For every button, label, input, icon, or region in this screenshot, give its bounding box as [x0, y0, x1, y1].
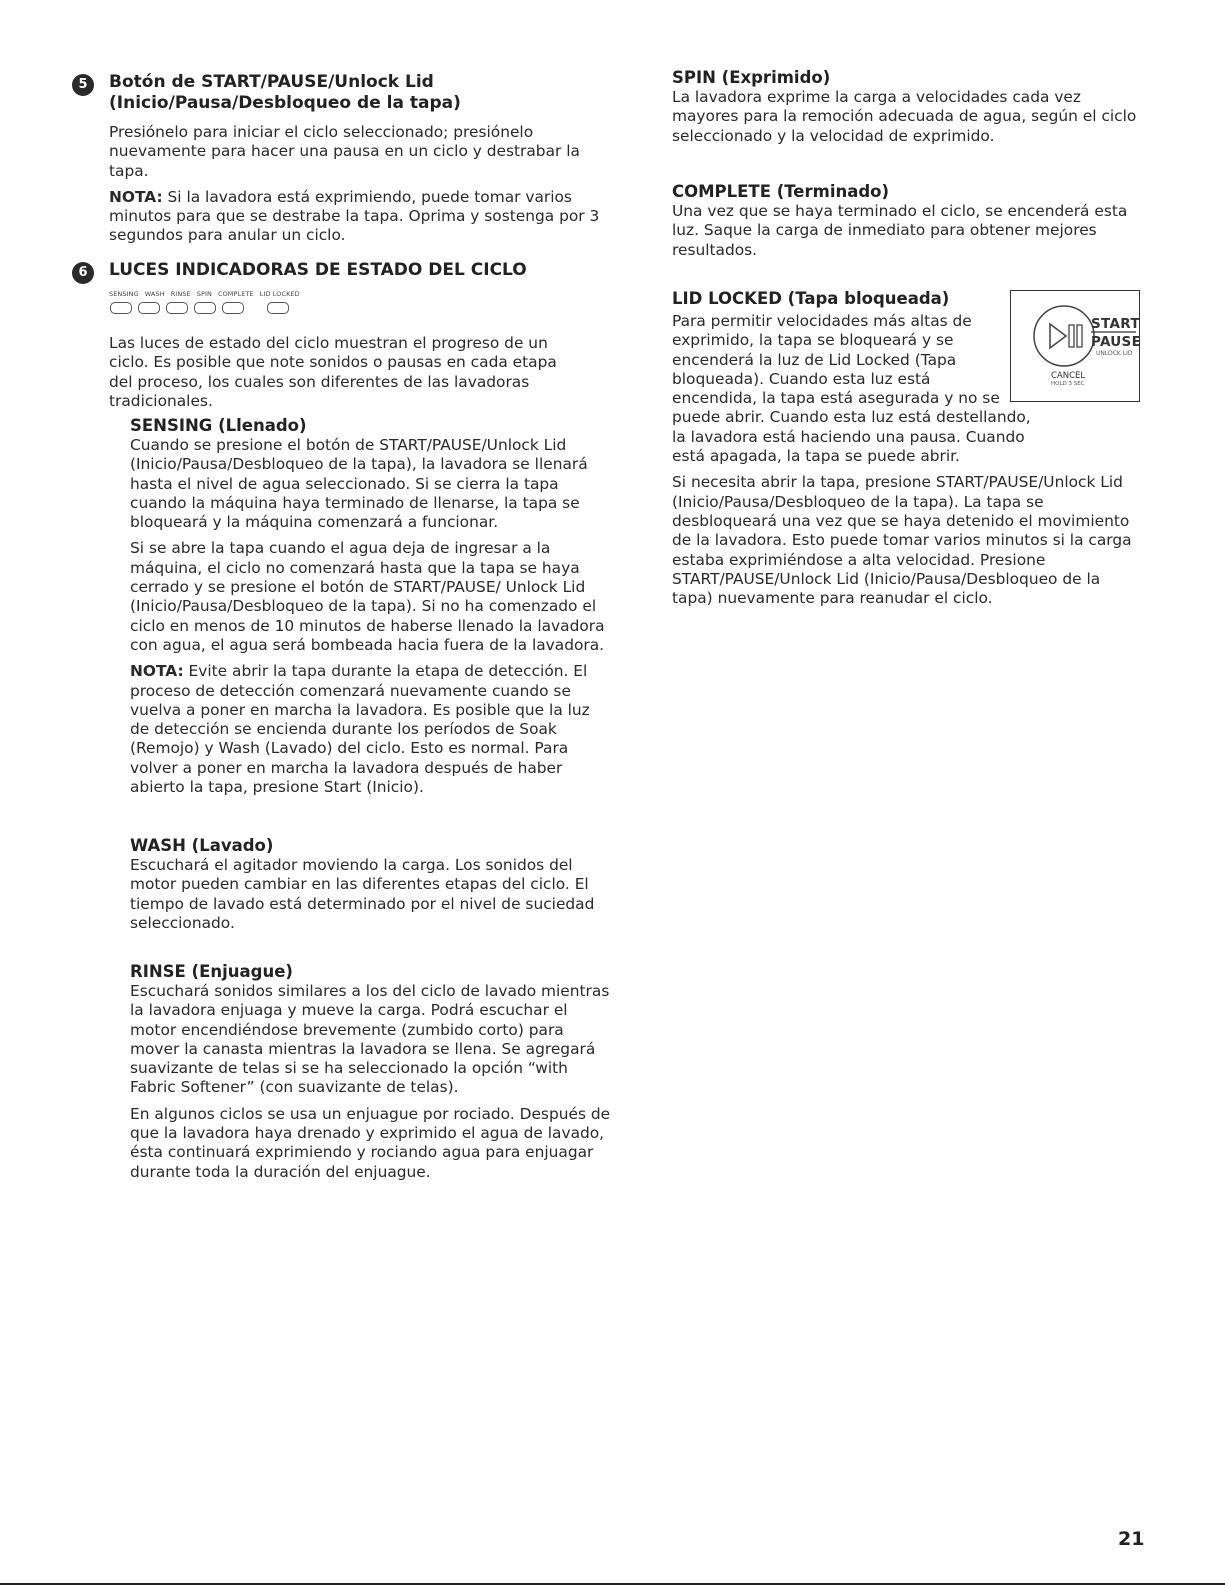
status-light-labels: [109, 290, 306, 298]
lid-locked-paragraph-2: Si necesita abrir la tapa, presione START/PAUSE/Unlock Lid (Inicio/Pausa/Desbloqueo de la tapa). La tapa se desbloqueará una vez que se haya detenido el movimiento de la lavadora. Esto puede tomar varios minutos si la carga estaba exprimiéndose a alta velocidad. Presione START/PAUSE/Unlock Lid (Inicio/Pausa/Desbloqueo de la tapa) nuevamente para reanudar el ciclo.: [672, 473, 1132, 608]
cancel-label: CANCEL: [1051, 371, 1086, 381]
rinse-section: [130, 962, 612, 1182]
section-5-title-line1: Botón de START/PAUSE/Unlock Lid: [109, 72, 434, 92]
sensing-paragraph-1: Cuando se presione el botón de START/PAUSE/Unlock Lid (Inicio/Pausa/Desbloqueo de la tapa), la lavadora se llenará hasta el nivel de agua seleccionado. Si se cierra la tapa cuando la máquina haya terminado de llenarse, la tapa se bloqueará y la máquina comenzará a funcionar.: [130, 436, 588, 532]
lid-locked-title: LID LOCKED (Tapa bloqueada): [672, 289, 950, 308]
lid-locked-line: está apagada, la tapa se puede abrir.: [672, 447, 960, 466]
complete-title: COMPLETE (Terminado): [672, 182, 890, 201]
lid-locked-line: la lavadora está haciendo una pausa. Cuando: [672, 427, 1025, 446]
complete-section: [672, 182, 1142, 260]
sensing-light: [110, 302, 132, 314]
page-number: 21: [1118, 1528, 1145, 1550]
lid-locked-line: encenderá la luz de Lid Locked (Tapa: [672, 350, 957, 369]
pause-label: PAUSE: [1091, 334, 1142, 350]
sensing-note: [130, 662, 612, 797]
spin-title: SPIN (Exprimido): [672, 68, 831, 87]
spin-paragraph: La lavadora exprime la carga a velocidades cada vez mayores para la remoción adecuada de agua, según el ciclo seleccionado y la velocidad de exprimido.: [672, 88, 1137, 145]
note-text: Si la lavadora está exprimiendo, puede tomar varios minutos para que se destrabe la tapa. Oprima y sostenga por 3 segundos para anular un ciclo.: [109, 187, 600, 245]
rinse-light: [166, 302, 188, 314]
light-label-spin: SPIN: [196, 290, 212, 298]
rinse-title: RINSE (Enjuague): [130, 962, 293, 981]
sensing-section: [130, 416, 612, 797]
section-5-note: [109, 188, 604, 246]
wash-section: [130, 836, 600, 933]
lid-locked-line: exprimido, la tapa se bloqueará y se: [672, 331, 954, 350]
section-5-paragraph: Presiónelo para iniciar el ciclo seleccionado; presiónelo nuevamente para hacer una pausa en un ciclo y destrabar la tapa.: [109, 123, 580, 180]
light-label-sensing: SENSING: [109, 290, 139, 298]
wash-title: WASH (Lavado): [130, 836, 274, 855]
lid-locked-line: encendida, la tapa está asegurada y no se: [672, 389, 1000, 408]
complete-paragraph: Una vez que se haya terminado el ciclo, se encenderá esta luz. Saque la carga de inmediato para obtener mejores resultados.: [672, 202, 1128, 259]
rinse-paragraph-1: Escuchará sonidos similares a los del ciclo de lavado mientras la lavadora enjuaga y mueve la carga. Podrá escuchar el motor encendiéndose brevemente (zumbido corto) para mover la canasta mientras la lavadora se llena. Se agregará suavizante de telas si se ha seleccionado la opción “with Fabric Softener” (con suavizante de telas).: [130, 982, 610, 1097]
note-text: Evite abrir la tapa durante la etapa de detección. El proceso de detección comenzará nuevamente cuando se vuelva a poner en marcha la lavadora. Es posible que la luz de detección se encienda durante los períodos de Soak (Remojo) y Wash (Lavado) del ciclo. Esto es normal. Para volver a poner en marcha la lavadora después de haber abierto la tapa, presione Start (Inicio).: [130, 662, 590, 797]
start-pause-control-illustration: [1010, 290, 1140, 402]
rinse-paragraph-2: En algunos ciclos se usa un enjuague por rociado. Después de que la lavadora haya drenado y exprimido el agua de lavado, ésta continuará exprimiendo y rociando agua para enjuagar durante toda la duración del enjuague.: [130, 1104, 611, 1181]
note-label: NOTA:: [109, 187, 163, 206]
lid-locked-line: bloqueada). Cuando esta luz está: [672, 369, 931, 388]
light-label-rinse: RINSE: [170, 290, 191, 298]
light-label-lid-locked: LID LOCKED: [259, 290, 300, 298]
lid-locked-light: [267, 302, 289, 314]
section-5-number-badge: 5: [72, 74, 94, 96]
unlock-lid-label: UNLOCK LID: [1096, 350, 1133, 357]
spin-section: [672, 68, 1142, 146]
light-label-wash: WASH: [144, 290, 165, 298]
lid-locked-line: Para permitir velocidades más altas de: [672, 312, 972, 330]
light-label-complete: COMPLETE: [217, 290, 254, 298]
lid-locked-line: puede abrir. Cuando esta luz está destellando,: [672, 408, 1031, 427]
sensing-title: SENSING (Llenado): [130, 416, 307, 435]
hold-label: HOLD 3 SEC: [1051, 381, 1085, 387]
sensing-paragraph-2: Si se abre la tapa cuando el agua deja de ingresar a la máquina, el ciclo no comenzará hasta que la tapa se haya cerrado y se presione el botón de START/PAUSE/ Unlock Lid (Inicio/Pausa/Desbloqueo de la tapa). Si no ha comenzado el ciclo en menos de 10 minutos de haberse llenado la lavadora con agua, el agua será bombeada hacia fuera de la lavadora.: [130, 539, 605, 654]
section-6-intro: Las luces de estado del ciclo muestran el progreso de un ciclo. Es posible que note sonidos o pausas en cada etapa del proceso, los cuales son diferentes de las lavadoras tradicionales.: [109, 334, 557, 410]
note-label: NOTA:: [130, 662, 184, 681]
wash-paragraph: Escuchará el agitador moviendo la carga. Los sonidos del motor pueden cambiar en las diferentes etapas del ciclo. El tiempo de lavado está determinado por el nivel de suciedad seleccionado.: [130, 856, 595, 932]
section-5-title-line2: (Inicio/Pausa/Desbloqueo de la tapa): [109, 93, 461, 113]
complete-light: [222, 302, 244, 314]
spin-light: [194, 302, 216, 314]
section-6-title: LUCES INDICADORAS DE ESTADO DEL CICLO: [109, 260, 527, 280]
section-6-number-badge: 6: [72, 262, 94, 284]
start-label: START: [1091, 316, 1140, 332]
wash-light: [138, 302, 160, 314]
section-5-body: [109, 123, 604, 246]
